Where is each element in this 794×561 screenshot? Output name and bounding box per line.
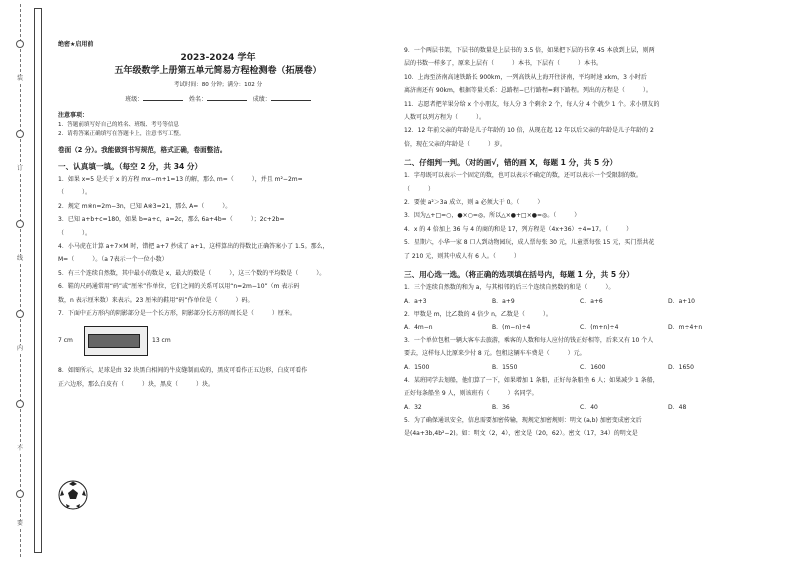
choice-option[interactable]: D．1650 [668, 363, 694, 371]
choice-option[interactable]: D．48 [668, 403, 687, 411]
choice-option[interactable]: A．32 [404, 403, 422, 411]
student-info-row [58, 94, 378, 105]
choice-stem: 3．一个单位包租一辆大客车去旅游，乘客的人数和每人应付的钱正好相等，后来又有 10 个人 [404, 336, 654, 344]
left-column [58, 40, 378, 391]
binding-char: 线 [12, 255, 28, 262]
question-line: 4．小马虎在计算 a+7×M 时，错把 a+7 抄成了 a+1，这样算出的得数比正确答案小了 1.5。那么， [58, 243, 329, 251]
question-line: 2．规定 m※n=2m−3n，已知 A※3=21，那么 A=（ ）。 [58, 202, 232, 210]
question-line: 7．下面中正方形内的阴影部分是一个长方形，阴影部分长方形的周长是（ ）厘米。 [58, 310, 296, 318]
binding-margin [0, 0, 46, 561]
question-line: 11．志愿者把苹果分给 x 个小朋友，每人分 3 个剩余 2 个，每人分 4 个就少 1 个。求小朋友的 [404, 100, 660, 108]
binding-char: 不 [12, 445, 28, 452]
choice-stem-cont: 是(4a+3b,4b²−2)。如：明文（2，4），密文是（20，62）。密文（17，34）的明文是 [404, 429, 638, 437]
question-line: 人数可以列方程为（ ）。 [404, 114, 486, 122]
exam-info: 考试时间：80 分钟；满分：102 分 [173, 82, 263, 88]
choice-stem: 2．甲数是 m，比乙数的 4 倍少 n，乙数是（ ）。 [404, 310, 552, 318]
name-field[interactable] [207, 94, 247, 101]
choice-options [404, 401, 756, 414]
choice-option[interactable]: D．a+10 [668, 297, 695, 305]
question-line: 10．上海至济南高速铁路长 900km，一列高铁从上海开往济南，平均时速 xkm，3 小时后 [404, 73, 647, 81]
section-title-choice: 三、用心选一选。（将正确的选项填在括号内，每题 1 分，共 5 分） [404, 270, 634, 280]
question-line: 6．鞋的尺码通常用“码”或“厘米”作单位，它们之间的关系可以用“n=2m−10”（m 表示码 [58, 283, 300, 291]
choice-option[interactable]: C．a+6 [580, 297, 603, 305]
choice-stem: 1．三个连续自然数的和为 a，与其相邻的后三个连续自然数的和是（ ）。 [404, 284, 615, 292]
question-line: 5．有三个连续自然数，其中最小的数是 x，最大的数是（ ），这三个数的平均数是（ ）。 [58, 269, 326, 277]
choice-option[interactable]: B．(m−n)÷4 [492, 323, 531, 331]
section-title-fill: 一、认真填一填。（每空 2 分，共 34 分） [58, 162, 203, 171]
question-line: 倍，现在父亲的年龄是（ ）岁。 [404, 140, 507, 148]
binding-hole-icon [16, 40, 24, 48]
question-line: 8．如图所示，足球是由 32 块黑白相间的牛皮缝制而成的，黑皮可看作正五边形，白皮可看作 [58, 367, 308, 375]
judge-line: （ ） [404, 185, 435, 193]
secret-label: 绝密★启用前 [58, 41, 94, 48]
section-title-judge: 二、仔细判一判。（对的画√，错的画 X，每题 1 分，共 5 分） [404, 158, 618, 168]
question-line: 数，n 表示厘米数）来表示。23 厘米的鞋用“码”作单位是（ ）码。 [58, 296, 254, 304]
binding-hole-icon [16, 130, 24, 138]
figure-label-length: 13 cm [152, 337, 171, 345]
notes-title: 注意事项： [58, 112, 89, 119]
choice-option[interactable]: C．1600 [580, 363, 606, 371]
name-label: 姓名： [188, 96, 207, 103]
binding-hole-icon [16, 400, 24, 408]
question-line: 3．已知 a+b+c=180，如果 b=a+c，a=2c，那么 6a+4b=（ ）；2c+2b= [58, 216, 285, 224]
judge-line: 了 210 元，则其中成人有 6 人。（ ） [404, 252, 520, 260]
binding-char: 内 [12, 345, 28, 352]
choice-option[interactable]: B．1550 [492, 363, 518, 371]
question-line: 12．12 年前父亲的年龄是儿子年龄的 10 倍，从现在起 12 年以后父亲的年龄是儿子年龄的 2 [404, 127, 654, 135]
choice-option[interactable]: C．40 [580, 403, 598, 411]
choice-option[interactable]: A．4m−n [404, 323, 433, 331]
choice-options [404, 295, 756, 308]
question-line: 9．一个两层书架，下层书的数量是上层书的 3.5 倍，如果把下层的书拿 45 本放到上层，则两 [404, 47, 655, 54]
choice-option[interactable]: B．a+9 [492, 297, 515, 305]
question-line: M=（ ）。（a 7表示一个一位小数） [58, 256, 168, 264]
judge-line: 2．要使 a²＞3a 成立，则 a 必须大于 0。（ ） [404, 199, 544, 207]
choice-option[interactable]: D．m÷4+n [668, 323, 703, 331]
figure-label-width: 7 cm [58, 337, 73, 345]
binding-char: 订 [12, 165, 28, 172]
choice-stem-cont: 正好每条船坐 9 人，则该班有（ ）名同学。 [404, 390, 538, 398]
question-line: （ ）。 [58, 189, 92, 197]
judge-line: 4．x 的 4 倍加上 36 与 4 的商的和是 17，列方程是（4x+36）÷4=17。（ ） [404, 225, 633, 233]
binding-hole-icon [16, 490, 24, 498]
judge-line: 1．字母既可以表示一个固定的数，也可以表示不确定的数，还可以表示一个受限制的数。 [404, 172, 642, 180]
note-item: 2．请将答案正确填写在答题卡上，注意书写工整。 [58, 131, 185, 137]
class-label: 班级： [125, 96, 144, 103]
question-line: 正六边形，那么白皮有（ ）块，黑皮（ ）块。 [58, 380, 215, 388]
judge-line: 5．星期六，小华一家 8 口人到动物园玩，成人票每张 30 元，儿童票每张 15 元，买门票共花 [404, 239, 655, 247]
rectangle-figure [58, 322, 378, 362]
exam-main-title: 五年级数学上册第五单元简易方程检测卷（拓展卷） [114, 66, 322, 76]
choice-option[interactable]: C．(m+n)÷4 [580, 323, 619, 331]
neatness-note: 卷面（2 分）。我能做到书写规范，格式正确，卷面整洁。 [58, 146, 227, 154]
question-line: （ ）。 [58, 229, 92, 237]
choice-stem: 5．为了确保通讯安全，信息需要加密传输，现规定加密规则：明文 (a,b) 加密变成密文后 [404, 416, 642, 424]
note-item: 1．答题前填写好自己的姓名、班级、考号等信息 [58, 122, 180, 128]
judge-line: 3．因为△+□=○，●×○=◎，所以△×●+□×●=◎。（ ） [404, 212, 581, 220]
question-line: 1．如果 x=5 是关于 x 的方程 mx−m+1=13 的解，那么 m=（ ），并且 m²−2m= [58, 176, 303, 183]
shaded-rectangle-shape [88, 334, 140, 348]
choice-stem: 4．某班同学去划船，他们算了一下，如果增加 1 条船，正好每条船坐 6 人；如果减少 1 条船， [404, 376, 659, 384]
binding-dashed-line [20, 4, 21, 557]
score-field[interactable] [271, 94, 311, 101]
choice-option[interactable]: A．a+3 [404, 297, 427, 305]
exam-year-title: 2023-2024 学年 [180, 53, 256, 63]
score-label: 成绩： [252, 96, 271, 103]
choice-stem-cont: 要去，这样每人比原来少付 8 元。包租这辆车车费是（ ）元。 [404, 350, 586, 358]
question-line: 层的书数一样多了，原来上层有（ ）本书，下层有（ ）本书。 [404, 60, 603, 68]
binding-char: 要 [12, 520, 28, 527]
choice-option[interactable]: B．36 [492, 403, 510, 411]
binding-char: 装 [12, 75, 28, 82]
class-field[interactable] [143, 94, 183, 101]
right-column [404, 44, 756, 440]
choice-options [404, 321, 756, 334]
soccer-ball-icon [58, 480, 88, 510]
choice-option[interactable]: A．1500 [404, 363, 430, 371]
binding-hole-icon [16, 220, 24, 228]
binding-box [34, 8, 42, 553]
question-line: 离济南还有 90km，根据等量关系：总路程−已行路程=剩下路程。列出的方程是（ ）。 [404, 87, 652, 95]
binding-hole-icon [16, 310, 24, 318]
choice-options [404, 361, 756, 374]
